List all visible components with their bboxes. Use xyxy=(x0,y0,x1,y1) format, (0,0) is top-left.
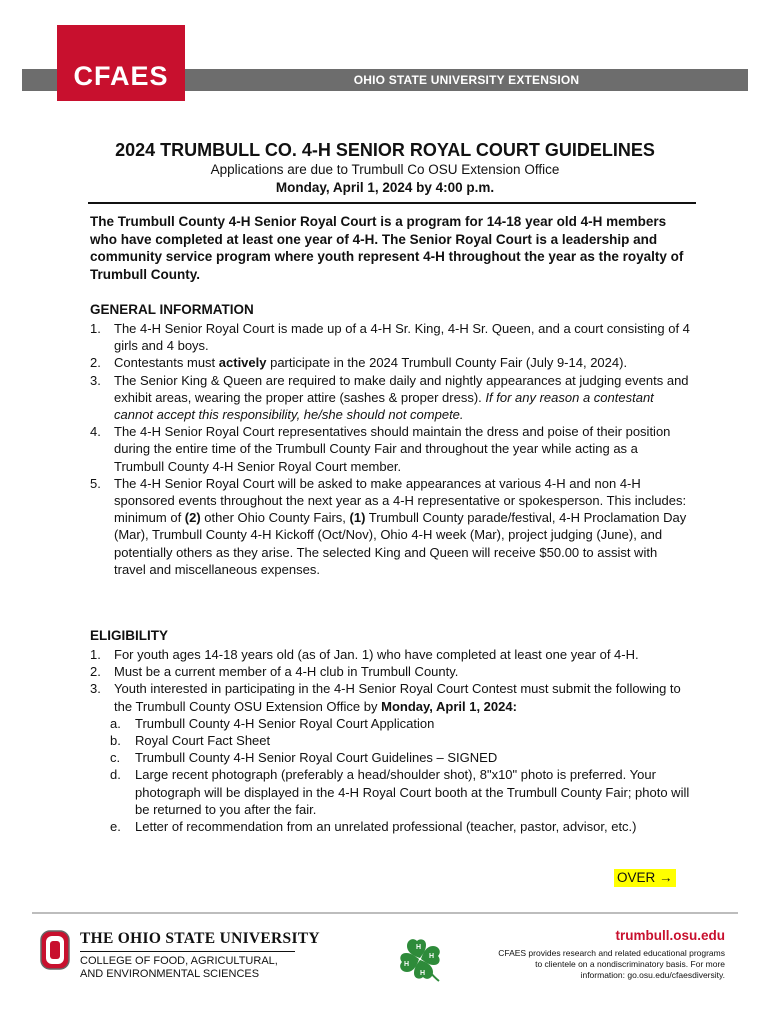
list-item xyxy=(90,646,690,663)
sub-item xyxy=(90,732,690,749)
intro-paragraph: The Trumbull County 4-H Senior Royal Court is a program for 14-18 year old 4-H members who have completed at least one year of 4-H. The Senior Royal Court is a leadership and community service program where youth represent 4-H throughout the year as the royalty of Trumbull County. xyxy=(90,214,684,282)
cfaes-logo-text: CFAES xyxy=(73,61,169,91)
sub-item-text: Trumbull County 4-H Senior Royal Court Application xyxy=(135,715,435,731)
item-text: Must be a current member of a 4-H club in Trumbull County. xyxy=(114,664,459,680)
college-line: COLLEGE OF FOOD, AGRICULTURAL, xyxy=(80,955,278,967)
footer-rule xyxy=(32,912,738,914)
item-number: 3. xyxy=(90,681,101,697)
eligibility-list xyxy=(90,646,690,835)
sub-item xyxy=(90,715,690,732)
sub-item-letter: a. xyxy=(110,715,121,731)
sub-item-text: Trumbull County 4-H Senior Royal Court Guidelines – SIGNED xyxy=(135,750,498,766)
college-line: AND ENVIRONMENTAL SCIENCES xyxy=(80,968,260,980)
list-item xyxy=(90,354,690,371)
list-item xyxy=(90,320,690,354)
sub-item-text: Letter of recommendation from an unrelated professional (teacher, pastor, advisor, etc.) xyxy=(135,819,637,835)
college-name xyxy=(80,955,278,981)
item-number: 2. xyxy=(90,664,101,680)
svg-text:H: H xyxy=(429,953,435,960)
item-text-italic: If for any reason a contestant cannot accept this responsibility, he/she should not compete. xyxy=(114,389,654,423)
footer-url-link[interactable]: trumbull.osu.edu xyxy=(615,928,725,943)
item-text: Trumbull County parade/festival, 4-H Proclamation Day (Mar), Trumbull County 4-H Kickoff (Oct/Nov), Ohio 4-H week (Mar), project judging (June), and potentially others as they arise. The selected King and Queen will receive $50.00 to assist with travel and miscellaneous expenses. xyxy=(114,510,687,577)
item-text: other Ohio County Fairs, xyxy=(200,510,350,526)
sub-item xyxy=(90,818,690,835)
list-item xyxy=(90,423,690,475)
svg-text:H: H xyxy=(420,970,426,977)
item-number: 1. xyxy=(90,321,101,336)
sub-item-letter: c. xyxy=(110,750,121,766)
submission-list xyxy=(90,715,690,835)
sub-item-text: Large recent photograph (preferably a head/shoulder shot), 8"x10" photo is preferred. Your photograph will be displayed in the 4-H Royal Court booth at the Trumbull County Fair; photo will be returned to you after the fair. xyxy=(135,767,690,817)
item-text: participate in the 2024 Trumbull County Fair (July 9-14, 2024). xyxy=(266,355,628,371)
nondiscrimination-note: CFAES provides research and related educational programs to clientele on a nondiscriminatory basis. For more information: go.osu.edu/cfaesdiversity. xyxy=(498,948,725,980)
sub-item-text: Royal Court Fact Sheet xyxy=(135,733,271,749)
list-item xyxy=(90,372,690,424)
general-heading: GENERAL INFORMATION xyxy=(90,302,254,317)
sub-item-letter: d. xyxy=(110,767,121,783)
svg-text:H: H xyxy=(404,961,410,968)
item-text: For youth ages 14-18 years old (as of Jan. 1) who have completed at least one year of 4-H. xyxy=(114,647,639,662)
list-item xyxy=(90,663,690,680)
sub-item xyxy=(90,766,690,818)
item-number: 4. xyxy=(90,424,101,440)
item-text: The 4-H Senior Royal Court representatives should maintain the dress and poise of their position during the entire time of the Trumbull County Fair and throughout the year while acting as a Trumbull County 4-H Senior Royal Court member. xyxy=(114,424,671,474)
cfaes-logo xyxy=(57,25,185,101)
item-text: Youth interested in participating in the 4-H Senior Royal Court Contest must submit the following to the Trumbull County OSU Extension Office by xyxy=(114,681,681,714)
item-number: 5. xyxy=(90,475,101,491)
over-indicator: OVER → xyxy=(614,869,676,887)
item-text: The 4-H Senior Royal Court will be asked to make appearances at various 4-H and non 4-H sponsored events throughout the next year as a 4-H representative or spokesperson. This includes: minimum of xyxy=(114,475,687,526)
sub-item xyxy=(90,749,690,766)
item-text: The Senior King & Queen are required to make daily and nightly appearances at judging events and exhibit areas, wearing the proper attire (sashes & proper dress). xyxy=(114,372,689,405)
sub-item-letter: e. xyxy=(110,819,121,835)
item-number: 1. xyxy=(90,647,101,662)
item-text-bold: Monday, April 1, 2024: xyxy=(381,698,517,714)
list-item xyxy=(90,680,690,835)
item-text-bold: (1) xyxy=(349,510,366,526)
university-underline xyxy=(80,951,295,952)
page-title: 2024 TRUMBULL CO. 4-H SENIOR ROYAL COURT GUIDELINES xyxy=(115,140,655,160)
due-date: Monday, April 1, 2024 by 4:00 p.m. xyxy=(275,180,495,195)
eligibility-heading: ELIGIBILITY xyxy=(90,628,169,643)
extension-bar: OHIO STATE UNIVERSITY EXTENSION xyxy=(185,69,748,91)
block-o-icon xyxy=(40,930,70,970)
item-text-bold: (2) xyxy=(184,510,201,526)
item-text: Contestants must xyxy=(114,355,219,371)
due-line: Applications are due to Trumbull Co OSU Extension Office xyxy=(210,162,560,177)
title-rule xyxy=(88,202,696,204)
item-number: 2. xyxy=(90,355,101,371)
item-text-bold: actively xyxy=(218,355,267,371)
svg-text:H: H xyxy=(416,944,422,951)
item-text: The 4-H Senior Royal Court is made up of a 4-H Sr. King, 4-H Sr. Queen, and a court consisting of 4 girls and 4 boys. xyxy=(114,321,690,354)
sub-item-letter: b. xyxy=(110,733,121,749)
list-item xyxy=(90,475,690,578)
header-bar-left xyxy=(22,69,57,91)
four-h-clover-icon xyxy=(395,934,445,984)
university-name: THE OHIO STATE UNIVERSITY xyxy=(80,930,320,947)
item-number: 3. xyxy=(90,372,101,388)
general-list xyxy=(90,320,690,578)
